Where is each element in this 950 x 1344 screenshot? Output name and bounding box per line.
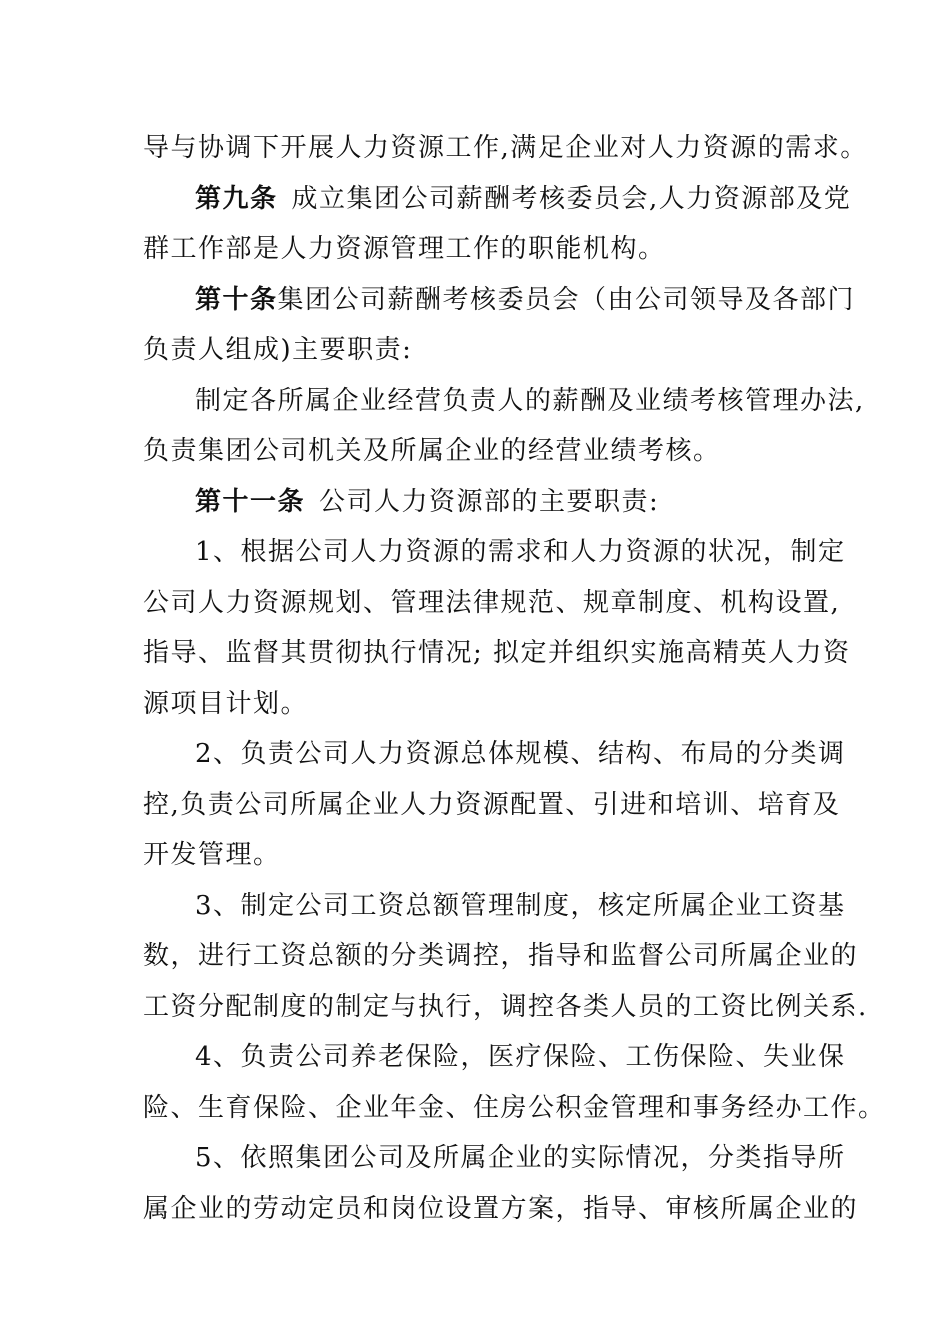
paragraph-line: 制定各所属企业经营负责人的薪酬及业绩考核管理办法,: [195, 385, 865, 416]
article-heading: 第十一条: [195, 486, 306, 517]
paragraph-line: 开发管理。: [143, 840, 281, 870]
article-heading: 第十条: [195, 284, 278, 315]
article-text: 公司人力资源部的主要职责:: [319, 486, 660, 517]
list-item-line: 3、制定公司工资总额管理制度，核定所属企业工资基: [195, 890, 846, 921]
paragraph-line: 指导、监督其贯彻执行情况; 拟定并组织实施高精英人力资: [143, 638, 851, 668]
paragraph-line: 导与协调下开展人力资源工作,满足企业对人力资源的需求。: [143, 133, 868, 163]
paragraph-line: 负责集团公司机关及所属企业的经营业绩考核。: [143, 436, 721, 466]
list-item-line: 5、依照集团公司及所属企业的实际情况，分类指导所: [195, 1143, 846, 1173]
document-body: [143, 123, 886, 1234]
article-11-line: [143, 477, 823, 528]
paragraph-line: 险、生育保险、企业年金、住房公积金管理和事务经办工作。: [143, 1092, 886, 1123]
list-item-line: 1、根据公司人力资源的需求和人力资源的状况，制定: [195, 537, 846, 567]
article-text: 成立集团公司薪酬考核委员会,人力资源部及党: [291, 183, 852, 214]
paragraph-line: 公司人力资源规划、管理法律规范、规章制度、机构设置,: [143, 587, 841, 618]
paragraph-line: 控,负责公司所属企业人力资源配置、引进和培训、培育及: [143, 789, 841, 820]
paragraph-line: 数，进行工资总额的分类调控，指导和监督公司所属企业的: [143, 941, 859, 971]
list-item-line: 2、负责公司人力资源总体规模、结构、布局的分类调: [195, 739, 846, 769]
article-heading: 第九条: [195, 183, 278, 214]
paragraph-line: 属企业的劳动定员和岗位设置方案，指导、审核所属企业的: [143, 1193, 859, 1224]
paragraph-line: 源项目计划。: [143, 688, 309, 719]
paragraph-line: 工资分配制度的制定与执行，调控各类人员的工资比例关系.: [143, 991, 868, 1022]
article-text: 集团公司薪酬考核委员会（由公司领导及各部门: [277, 284, 856, 315]
article-9-line: [143, 174, 852, 225]
paragraph-line: 负责人组成)主要职责:: [143, 335, 413, 365]
article-10-line: [143, 275, 856, 326]
paragraph-line: 群工作部是人力资源管理工作的职能机构。: [143, 234, 666, 264]
list-item-line: 4、负责公司养老保险，医疗保险、工伤保险、失业保: [195, 1042, 846, 1072]
